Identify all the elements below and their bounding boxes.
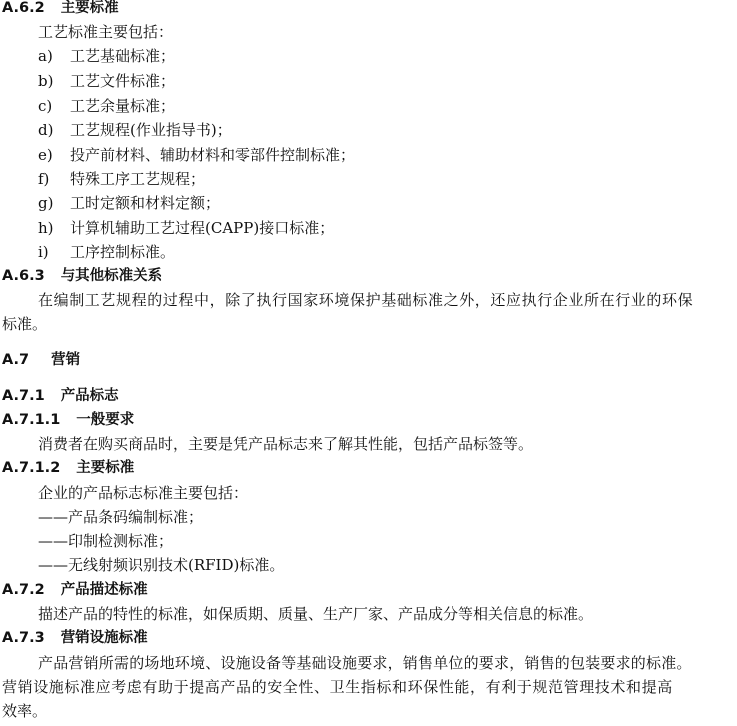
heading-number: A.6.3 (2, 268, 45, 284)
list-item (38, 218, 334, 238)
list-text: 工艺规程(作业指导书)； (70, 121, 232, 139)
list-marker: f) (38, 170, 50, 188)
heading-title: 营销设施标准 (60, 630, 148, 646)
list-item (38, 145, 355, 165)
paragraph-a73-line1: 产品营销所需的场地环境、设施设备等基础设施要求，销售单位的要求，销售的包装要求的标准。 (38, 654, 692, 672)
heading-a73 (2, 628, 148, 648)
list-marker: g) (38, 194, 54, 212)
list-marker: h) (38, 219, 54, 237)
list-item (38, 193, 220, 213)
list-text: 工艺余量标准； (70, 97, 176, 115)
list-marker: a) (38, 47, 53, 65)
heading-title: 一般要求 (76, 412, 135, 428)
list-marker: b) (38, 72, 54, 90)
heading-title: 产品标志 (60, 388, 119, 404)
heading-number: A.7.1.1 (2, 412, 61, 428)
heading-number: A.7.2 (2, 582, 45, 598)
list-text: 投产前材料、辅助材料和零部件控制标准； (70, 146, 356, 164)
paragraph-a73-line2: 营销设施标准应考虑有助于提高产品的安全性、卫生指标和环保性能，有利于规范管理技术和提高 (2, 678, 673, 696)
list-marker: i) (38, 243, 49, 261)
heading-number: A.7.3 (2, 630, 45, 646)
list-item (38, 169, 205, 189)
list-marker: c) (38, 97, 53, 115)
heading-title: 主要标准 (60, 0, 119, 16)
list-marker: e) (38, 146, 53, 164)
heading-title: 主要标准 (76, 460, 135, 476)
paragraph-a72: 描述产品的特性的标准，如保质期、质量、生产厂家、产品成分等相关信息的标准。 (38, 605, 594, 623)
heading-a7 (2, 350, 80, 370)
paragraph-a711: 消费者在购买商品时，主要是凭产品标志来了解其性能，包括产品标签等。 (38, 435, 534, 453)
list-item (38, 242, 175, 262)
heading-a711 (2, 410, 134, 430)
heading-title: 产品描述标准 (60, 582, 148, 598)
paragraph-a73-line3: 效率。 (2, 702, 48, 720)
list-item (38, 96, 175, 116)
paragraph-a62-intro: 工艺标准主要包括： (38, 23, 174, 41)
list-item: ——无线射频识别技术(RFID)标准。 (38, 556, 285, 574)
heading-number: A.6.2 (2, 0, 45, 16)
heading-number: A.7.1 (2, 388, 45, 404)
heading-title: 与其他标准关系 (60, 268, 163, 284)
list-text: 特殊工序工艺规程； (70, 170, 206, 188)
paragraph-a63-line1: 在编制工艺规程的过程中，除了执行国家环境保护基础标准之外，还应执行企业所在行业的环保 (38, 291, 694, 309)
list-marker: d) (38, 121, 54, 139)
list-text: 工时定额和材料定额； (70, 194, 221, 212)
heading-number: A.7.1.2 (2, 460, 61, 476)
heading-a63 (2, 266, 162, 286)
list-item: ——印制检测标准； (38, 532, 174, 550)
heading-a712 (2, 458, 134, 478)
list-text: 工艺文件标准； (70, 72, 176, 90)
list-text: 工艺基础标准； (70, 47, 176, 65)
paragraph-a712-intro: 企业的产品标志标准主要包括： (38, 484, 249, 502)
list-item (38, 71, 175, 91)
heading-a71 (2, 386, 119, 406)
list-item (38, 120, 232, 140)
heading-a62 (2, 0, 119, 18)
list-item: ——产品条码编制标准； (38, 508, 204, 526)
list-text: 工序控制标准。 (70, 243, 176, 261)
heading-a72 (2, 580, 148, 600)
list-text: 计算机辅助工艺过程(CAPP)接口标准； (70, 219, 335, 237)
heading-number: A.7 (2, 352, 30, 368)
list-item (38, 46, 175, 66)
heading-title: 营销 (51, 352, 81, 368)
paragraph-a63-line2: 标准。 (2, 315, 48, 333)
